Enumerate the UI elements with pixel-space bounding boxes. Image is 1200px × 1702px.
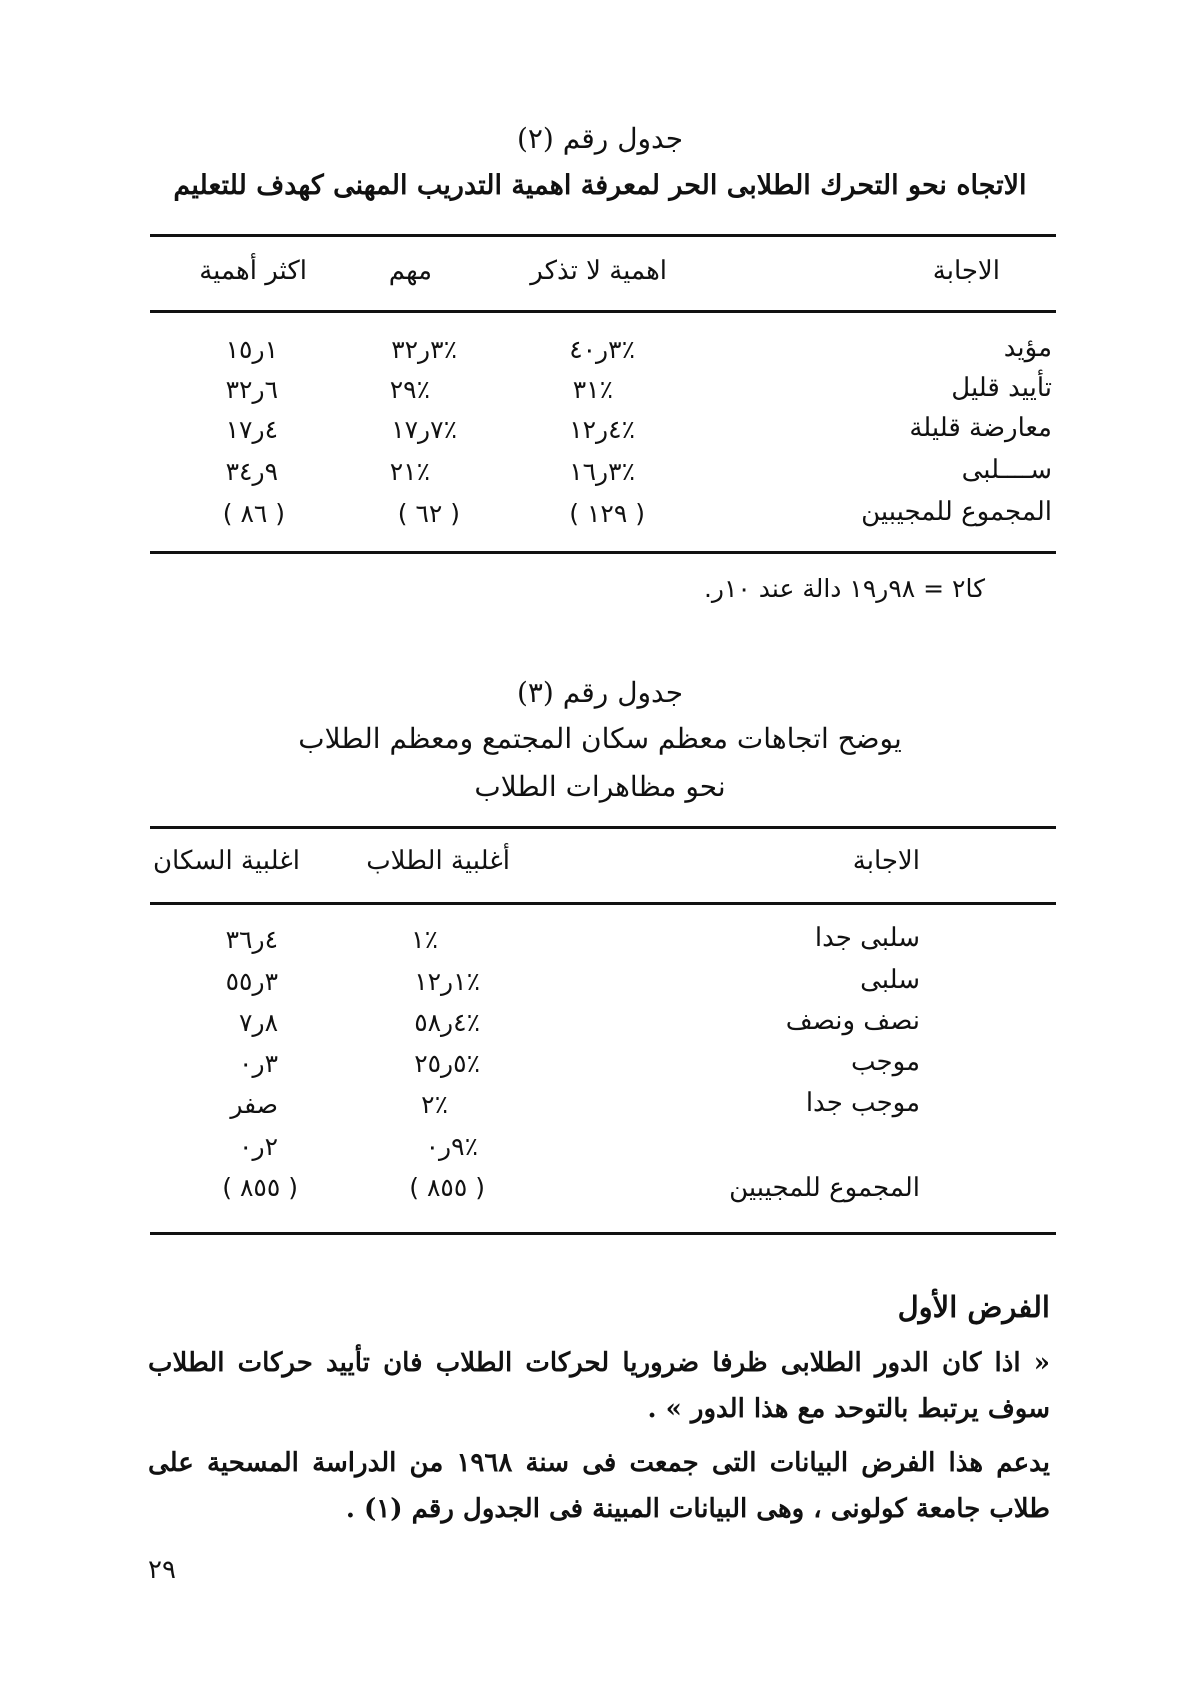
page-number: ٢٩ [148,1555,176,1585]
table3-cell: ٪٥ر٢٥ [414,1049,480,1078]
table2-cell: ٩ر٣٤ [225,457,278,486]
table2-cell: ٪٣ر١٦ [569,457,635,486]
table3-header-answer: الاجابة [852,846,920,876]
table3-cell: ٪١ر١٢ [414,967,480,996]
table2-top-rule [150,234,1056,237]
table3-row-label: نصف ونصف [785,1006,920,1036]
table2-row-label: ســــلبى [961,455,1052,485]
table3-cell: ٣ر٥٥ [225,967,278,996]
table2-header-col1: اهمية لا تذكر [530,256,667,286]
table2-cell: ( ١٢٩ ) [569,499,645,528]
table3-top-rule [150,826,1056,829]
table3-cell: ٢ر٠ [239,1132,278,1161]
table2-bottom-rule [150,551,1056,554]
table3-cell: ٤ر٣٦ [225,925,278,954]
table2-cell: ( ٦٢ ) [397,499,460,528]
supporting-paragraph: يدعم هذا الفرض البيانات التى جمعت فى سنة ١٩٦٨ من الدراسة المسحية على طلاب جامعة كولونى ، وهى البيانات المبينة فى الجدول رقم (١) . [148,1448,1050,1524]
table3-cell: ( ٨٥٥ ) [222,1173,298,1202]
table2-chi-square-note: كا٢ = ٩٨ر١٩ دالة عند ١٠ر. [703,574,985,603]
table3-header-col2: اغلبية السكان [152,846,300,876]
table2-cell: ٪٤ر١٢ [569,415,635,444]
table3-header-col1: أغلبية الطلاب [366,846,510,876]
hypothesis-statement: « اذا كان الدور الطلابى ظرفا ضروريا لحركات الطلاب فان تأييد حركات الطلاب سوف يرتبط بالتوحد مع هذا الدور » . [148,1348,1050,1424]
table2-subtitle: الاتجاه نحو التحرك الطلابى الحر لمعرفة اهمية التدريب المهنى كهدف للتعليم [173,170,1027,201]
table3-cell: ٨ر٧ [239,1008,278,1037]
section-heading: الفرض الأول [897,1290,1050,1324]
table2-header-col2: مهم [388,256,432,286]
table2-header-rule [150,310,1056,313]
table3-title: جدول رقم (٣) [516,676,684,709]
table2-cell: ٪٣١ [572,375,613,404]
table2-row-label: مؤيد [1003,333,1052,363]
table3-cell: ٣ر٠ [239,1049,278,1078]
table3-cell: ٪٩ر٠ [425,1132,478,1161]
table2-cell: ٪٧ر١٧ [391,415,457,444]
table3-row-label: سلبى جدا [814,923,920,953]
table3-header-rule [150,902,1056,905]
table3-cell: ٪٢ [421,1090,448,1119]
table3-row-label: سلبى [860,965,920,995]
table2-row-label: المجموع للمجيبين [861,497,1052,527]
table2-title: جدول رقم (٢) [516,122,684,155]
table3-bottom-rule [150,1232,1056,1235]
table2-cell: ١ر١٥ [225,335,278,364]
table2-row-label: تأييد قليل [951,373,1052,403]
table3-subtitle-line1: يوضح اتجاهات معظم سكان المجتمع ومعظم الطلاب [298,722,902,755]
table2-cell: ٪٣ر٤٠ [569,335,635,364]
table3-subtitle-line2: نحو مظاهرات الطلاب [474,770,726,803]
table3-cell: ٪٤ر٥٨ [414,1008,480,1037]
table2-cell: ٦ر٣٢ [225,375,278,404]
table2-header-answer: الاجابة [932,256,1000,286]
table2-cell: ٪٣ر٣٢ [391,335,457,364]
table2-header-col3: اكثر أهمية [199,256,307,286]
table3-cell: ( ٨٥٥ ) [409,1173,485,1202]
table2-cell: ٤ر١٧ [225,415,278,444]
table2-cell: ٪٢٩ [389,375,430,404]
table2-cell: ٪٢١ [389,457,430,486]
table3-row-label: المجموع للمجيبين [729,1173,920,1203]
table2-row-label: معارضة قليلة [909,413,1052,443]
table3-cell: ٪١ [411,925,438,954]
table3-cell: صفر [230,1090,278,1119]
table3-row-label: موجب [851,1047,920,1077]
table3-row-label: موجب جدا [805,1088,920,1118]
table2-cell: ( ٨٦ ) [222,499,285,528]
